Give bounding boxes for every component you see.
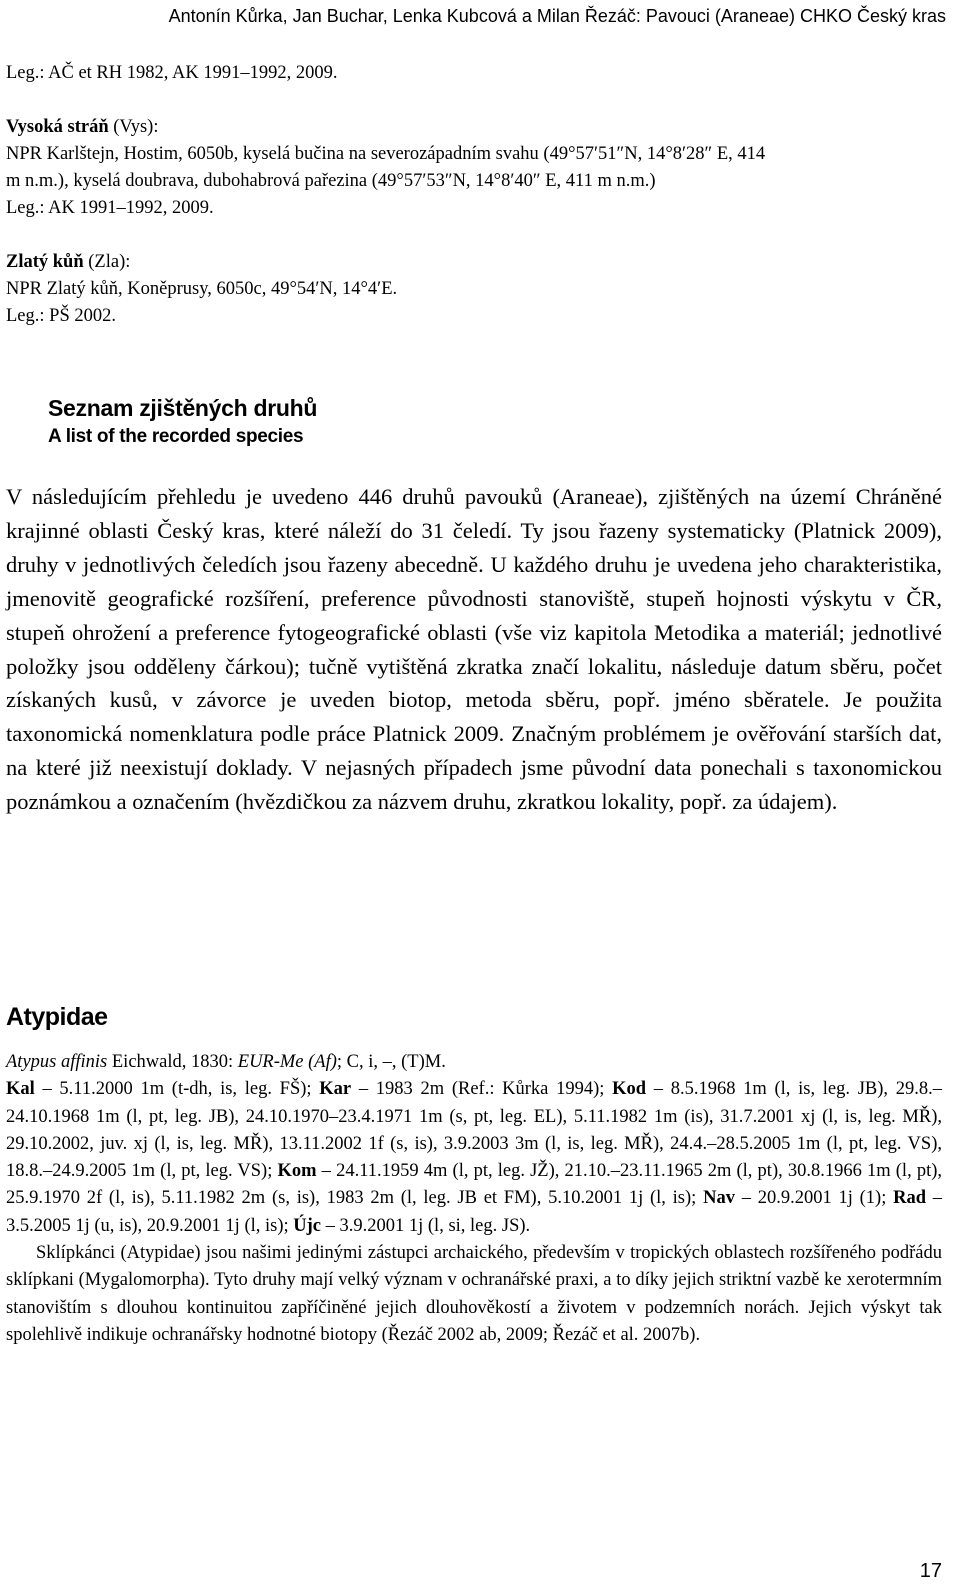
previous-leg-line: Leg.: AČ et RH 1982, AK 1991–1992, 2009. <box>6 63 338 83</box>
locality-heading-vys <box>6 114 946 141</box>
locality-description-line: NPR Zlatý kůň, Koněprusy, 6050c, 49°54′N, 14°4′E. <box>6 279 398 299</box>
species-range: EUR-Me (Af) <box>237 1052 337 1072</box>
locality-description-line: m n.m.), kyselá doubrava, dubohabrová pařezina (49°57′53″N, 14°8′40″ E, 411 m n.m.) <box>6 171 656 191</box>
locality-description-line: NPR Karlštejn, Hostim, 6050b, kyselá bučina na severozápadním svahu (49°57′51″N, 14°8′28″ E, 414 <box>6 144 766 164</box>
species-name: Atypus affinis <box>6 1052 108 1072</box>
record-text: – 5.11.2000 1m (t-dh, is, leg. FŠ); <box>34 1079 320 1100</box>
record-text: – 24.11.1959 4m (l, pt, leg. JŽ), 21.10.–23.11.1965 2m (l, pt), 30.8.1966 1m (l, pt), 25.9.1970 2f (l, is), 5.11.1982 2m (s, is), 1983 2m (l, leg. JB et FM), 5.10.2001 1j (l, is); <box>6 1161 943 1209</box>
family-note: Sklípkánci (Atypidae) jsou našimi jedinými zástupci archaického, především v tropických oblastech rozšířeného podřádu sklípkani (Mygalomorpha). Tyto druhy mají velký význam v ochranářské praxi, a to díky jejich striktní vazbě ke xerotermním stanovištím s dlouhou kontinuitou zapříčiněné jejich dlouhověkostí a životem v podzemních norách. Jejich výskyt tak spolehlivě indikuje ochranářsky hodnotné biotopy (Řezáč 2002 ab, 2009; Řezáč et al. 2007b). <box>6 1243 942 1345</box>
record-site: Újc <box>293 1215 321 1236</box>
family-heading: Atypidae <box>6 1003 108 1031</box>
locality-leg-line: Leg.: PŠ 2002. <box>6 306 116 326</box>
section-title: Seznam zjištěných druhů <box>48 395 318 421</box>
record-site: Nav <box>703 1188 735 1209</box>
locality-leg-line: Leg.: AK 1991–1992, 2009. <box>6 198 214 218</box>
record-site: Kal <box>6 1079 35 1100</box>
page-number: 17 <box>919 1560 942 1582</box>
record-text: – 8.5.1968 1m (l, is, leg. JB), 29.8.–24.10.1968 1m (l, pt, leg. JB), 24.10.1970–23.4.1971 1m (s, pt, leg. EL), 5.11.1982 1m (is), 31.7.2001 xj (l, is, leg. MŘ), 29.10.2002, juv. xj (l, is, leg. MŘ), 13.11.2002 1f (s, is), 3.9.2003 3m (l, is, leg. MŘ), 24.4.–28.5.2005 1m (l, pt, leg. VS), 18.8.–24.9.2005 1m (l, pt, leg. VS); <box>6 1079 942 1182</box>
record-site: Kar <box>319 1079 352 1100</box>
record-text: – 1983 2m (Ref.: Kůrka 1994); <box>351 1079 613 1100</box>
species-author: Eichwald, 1830: <box>107 1052 238 1072</box>
record-text: – 20.9.2001 1j (1); <box>734 1188 894 1209</box>
records-paragraph <box>6 1076 942 1240</box>
locality-heading-zla <box>6 249 946 276</box>
locality-name: Zlatý kůň <box>6 252 84 272</box>
record-site: Kod <box>612 1079 647 1100</box>
record-site: Kom <box>277 1161 317 1182</box>
locality-abbr: (Zla): <box>83 252 131 272</box>
species-attributes: ; C, i, –, (T)M. <box>336 1052 446 1072</box>
species-line <box>6 1049 942 1076</box>
locality-name: Vysoká stráň <box>6 117 109 137</box>
record-text: – 3.5.2005 1j (u, is), 20.9.2001 1j (l, is); <box>6 1188 943 1236</box>
running-head: Antonín Kůrka, Jan Buchar, Lenka Kubcová a Milan Řezáč: Pavouci (Araneae) CHKO Český kras <box>168 6 946 26</box>
record-site: Rad <box>893 1188 926 1209</box>
localities-block <box>6 60 946 330</box>
locality-abbr: (Vys): <box>108 117 159 137</box>
record-text: – 3.9.2001 1j (l, si, leg. JS). <box>321 1215 531 1236</box>
intro-paragraph: V následujícím přehledu je uvedeno 446 druhů pavouků (Araneae), zjištěných na území Chráněné krajinné oblasti Český kras, které náleží do 31 čeledí. Ty jsou řazeny systematicky (Platnick 2009), druhy v jednotlivých čeledích jsou řazeny abecedně. U každého druhu je uvedena jeho charakteristika, jmenovitě geografické rozšíření, preference původnosti stanoviště, stupeň hojnosti výskytu v ČR, stupeň ohrožení a preference fytogeografické oblasti (vše viz kapitola Metodika a materiál; jednotlivé položky jsou odděleny čárkou); tučně vytištěná zkratka značí lokalitu, následuje datum sběru, počet získaných kusů, v závorce je uveden biotop, metoda sběru, popř. jméno sběratele. Je použita taxonomická nomenklatura podle práce Platnick 2009. Značným problémem je ověřování starších dat, na které již neexistují doklady. V nejasných případech jsme původní data ponechali s taxonomickou poznámkou a označením (hvězdičkou za názvem druhu, zkratkou lokality, popř. za údajem). <box>6 484 942 815</box>
section-subtitle: A list of the recorded species <box>48 426 304 447</box>
species-entry <box>6 1049 942 1349</box>
